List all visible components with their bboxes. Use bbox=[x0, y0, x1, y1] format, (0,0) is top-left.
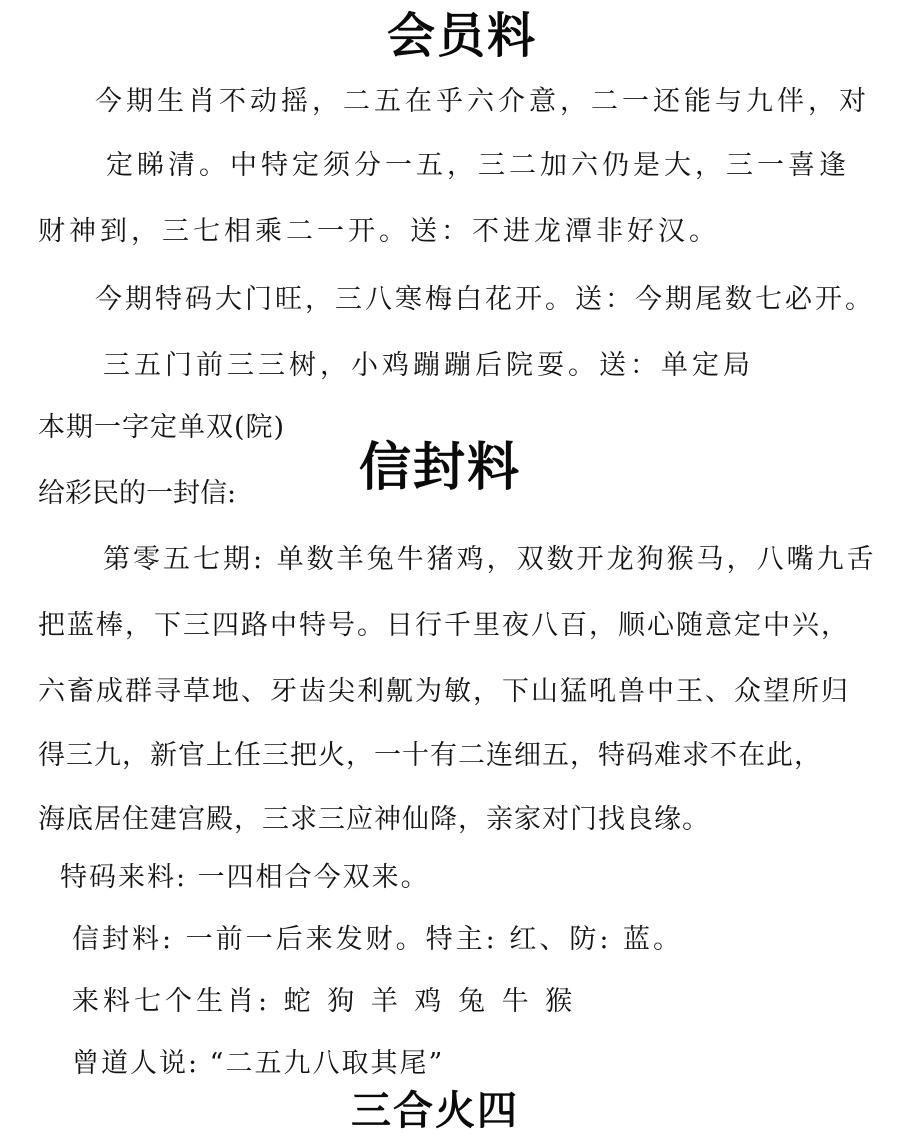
envelope-material-line: 信封料: 一前一后来发财。特主: 红、防: 蓝。 bbox=[72, 924, 684, 955]
envelope-material-title: 信封料 bbox=[358, 438, 521, 498]
member-line-1: 今期生肖不动摇，二五在乎六介意，二一还能与九伴，对 bbox=[95, 86, 870, 117]
member-line-2: 定睇清。中特定须分一五，三二加六仍是大，三一喜逢 bbox=[106, 150, 850, 181]
envelope-line-4: 得三九，新官上任三把火，一十有二连细五，特码难求不在此， bbox=[38, 740, 822, 771]
san-he-huo-si-title: 三合火四 bbox=[351, 1088, 519, 1134]
member-note: 本期一字定单双(院) bbox=[38, 412, 286, 443]
special-code-material: 特码来料: 一四相合今双来。 bbox=[60, 862, 430, 893]
envelope-line-2: 把蓝棒，下三四路中特号。日行千里夜八百，顺心随意定中兴， bbox=[38, 610, 850, 641]
envelope-line-3: 六畜成群寻草地、牙齿尖利鼿为敏，下山猛吼兽中王、众望所归 bbox=[38, 676, 850, 707]
envelope-line-1: 第零五七期: 单数羊兔牛猪鸡，双数开龙狗猴马，八嘴九舌 bbox=[103, 544, 877, 575]
member-line-5: 三五门前三三树，小鸡蹦蹦后院耍。送：单定局 bbox=[103, 350, 754, 381]
zeng-daoren-quote: 曾道人说: “二五九八取其尾” bbox=[72, 1048, 445, 1079]
envelope-line-5: 海底居住建宫殿，三求三应神仙降，亲家对门找良缘。 bbox=[38, 804, 710, 835]
member-material-title: 会员料 bbox=[386, 8, 537, 64]
member-line-3: 财神到，三七相乘二一开。送：不进龙潭非好汉。 bbox=[38, 216, 720, 247]
envelope-intro: 给彩民的一封信: bbox=[38, 478, 237, 509]
seven-zodiac-line: 来料七个生肖: 蛇 狗 羊 鸡 兔 牛 猴 bbox=[72, 986, 577, 1017]
member-line-4: 今期特码大门旺，三八寒梅白花开。送：今期尾数七必开。 bbox=[95, 284, 875, 315]
